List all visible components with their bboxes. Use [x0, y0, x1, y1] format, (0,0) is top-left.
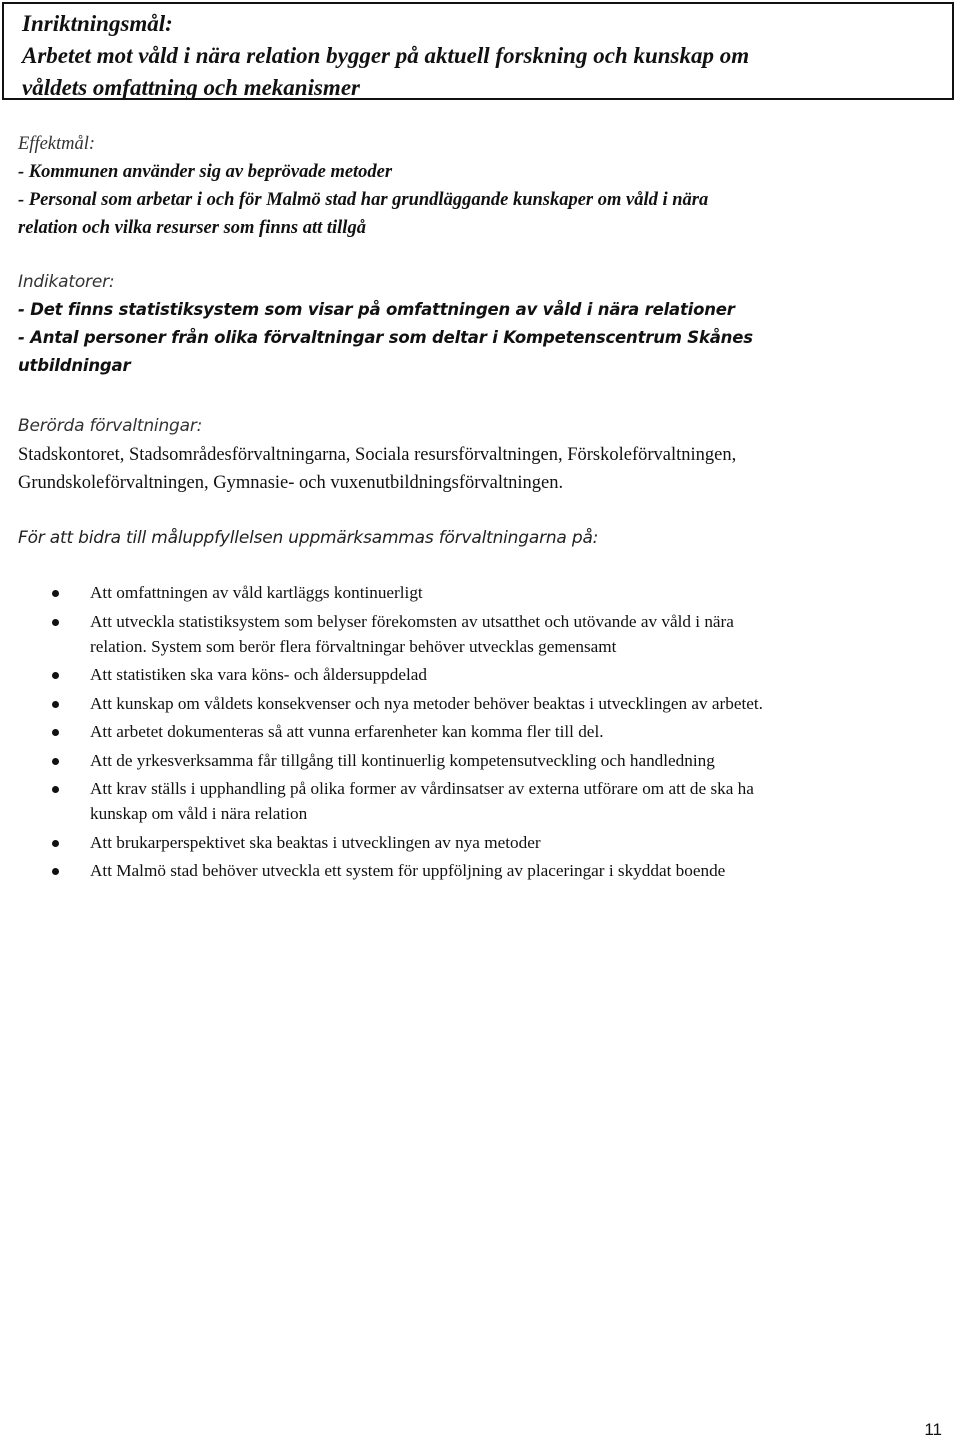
uppmarksammas-section [18, 524, 948, 552]
list-item-text: Att statistiken ska vara köns- och åldersuppdelad [90, 665, 427, 684]
berorda-heading: Berörda förvaltningar: [18, 416, 203, 436]
bullet-icon [52, 786, 59, 793]
indikatorer-heading: Indikatorer: [18, 272, 115, 292]
indikatorer-line: - Antal personer från olika förvaltningar som deltar i Kompetenscentrum Skånes [18, 328, 753, 347]
list-item-text: relation. System som berör flera förvaltningar behöver utvecklas gemensamt [90, 636, 617, 656]
bullet-icon [52, 729, 59, 736]
effektmal-line: - Personal som arbetar i och för Malmö stad har grundläggande kunskaper om våld i nära [18, 190, 709, 210]
list-item [0, 858, 960, 883]
berorda-body [18, 441, 948, 497]
berorda-line: Stadskontoret, Stadsområdesförvaltningarna, Sociala resursförvaltningen, Förskoleförvaltningen, [18, 445, 737, 465]
bullet-icon [52, 590, 59, 597]
list-item-text: Att de yrkesverksamma får tillgång till kontinuerlig kompetensutveckling och handledning [90, 750, 715, 770]
list-item [0, 662, 960, 687]
indikatorer-line: - Det finns statistiksystem som visar på omfattningen av våld i nära relationer [18, 300, 735, 319]
list-item [0, 719, 960, 744]
bullet-icon [52, 840, 59, 847]
goal-box [2, 2, 954, 100]
effektmal-line: - Kommunen använder sig av beprövade metoder [18, 162, 393, 182]
list-item [0, 748, 960, 773]
effektmal-section [18, 130, 948, 242]
recommendation-list [0, 580, 960, 887]
berorda-section [18, 412, 948, 440]
list-item-text: Att omfattningen av våld kartläggs kontinuerligt [90, 583, 423, 602]
goal-label: Inriktningsmål: [22, 11, 173, 36]
bullet-icon [52, 868, 59, 875]
list-item-text: Att utveckla statistiksystem som belyser förekomsten av utsatthet och utövande av våld i nära [90, 611, 734, 631]
page-number: 11 [924, 1420, 942, 1439]
list-item [0, 609, 960, 659]
indikatorer-line: utbildningar [18, 356, 131, 375]
list-item [0, 830, 960, 855]
list-item [0, 691, 960, 716]
list-item [0, 580, 960, 605]
list-item-text: kunskap om våld i nära relation [90, 804, 308, 823]
bullet-icon [52, 701, 59, 708]
list-item-text: Att arbetet dokumenteras så att vunna erfarenheter kan komma fler till del. [90, 722, 604, 741]
list-item-text: Att brukarperspektivet ska beaktas i utvecklingen av nya metoder [90, 832, 541, 852]
list-item-text: Att kunskap om våldets konsekvenser och nya metoder behöver beaktas i utvecklingen av arbetet. [90, 693, 763, 713]
list-item [0, 776, 960, 826]
goal-title-line-2: våldets omfattning och mekanismer [22, 75, 360, 100]
indikatorer-section [18, 268, 948, 380]
berorda-line: Grundskoleförvaltningen, Gymnasie- och vuxenutbildningsförvaltningen. [18, 473, 564, 493]
effektmal-heading: Effektmål: [18, 134, 96, 154]
list-item-text: Att krav ställs i upphandling på olika former av vårdinsatser av externa utförare om att de ska ha [90, 779, 754, 798]
bullet-icon [52, 758, 59, 765]
uppmarksammas-heading: För att bidra till måluppfyllelsen uppmärksammas förvaltningarna på: [18, 528, 599, 548]
bullet-icon [52, 672, 59, 679]
bullet-icon [52, 619, 59, 626]
goal-title-line-1: Arbetet mot våld i nära relation bygger på aktuell forskning och kunskap om [22, 43, 750, 68]
list-item-text: Att Malmö stad behöver utveckla ett system för uppföljning av placeringar i skyddat boende [90, 861, 726, 880]
effektmal-line: relation och vilka resurser som finns att tillgå [18, 218, 366, 238]
